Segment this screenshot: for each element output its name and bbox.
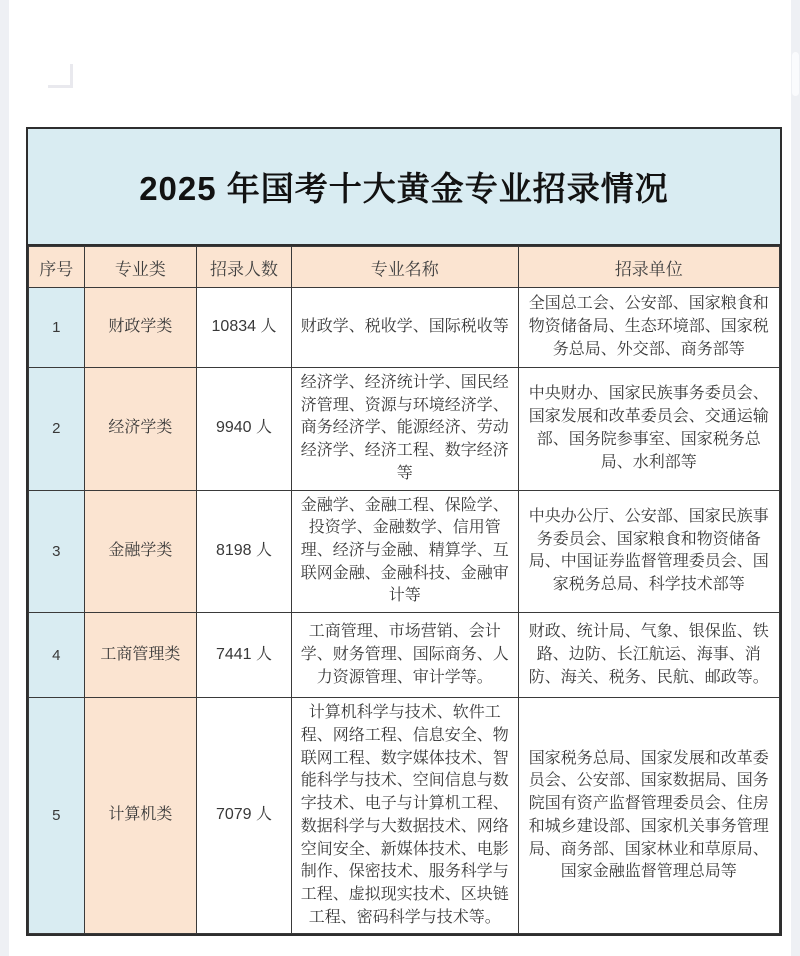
cell-units: 国家税务总局、国家发展和改革委员会、公安部、国家数据局、国务院国有资产监督管理委员会、住房和城乡建设部、国家机关事务管理局、商务部、国家林业和草原局、国家金融监督管理总局等 (518, 698, 779, 934)
cell-category: 经济学类 (84, 368, 197, 491)
cell-count: 10834 人 (197, 288, 292, 368)
cell-category: 计算机类 (84, 698, 197, 934)
cell-seq: 1 (29, 288, 85, 368)
table-row (29, 698, 780, 934)
cell-count: 8198 人 (197, 490, 292, 613)
cell-majors: 财政学、税收学、国际税收等 (291, 288, 518, 368)
majors-table (28, 246, 780, 934)
cell-count: 9940 人 (197, 368, 292, 491)
left-edge-strip (0, 0, 9, 956)
header-majors: 专业名称 (291, 247, 518, 288)
cell-count: 7079 人 (197, 698, 292, 934)
cell-units: 中央财办、国家民族事务委员会、国家发展和改革委员会、交通运输部、国务院参事室、国家税务总局、水利部等 (518, 368, 779, 491)
table-row (29, 613, 780, 698)
cell-category: 金融学类 (84, 490, 197, 613)
cell-majors: 经济学、经济统计学、国民经济管理、资源与环境经济学、商务经济学、能源经济、劳动经济学、经济工程、数字经济等 (291, 368, 518, 491)
header-count: 招录人数 (197, 247, 292, 288)
cell-majors: 工商管理、市场营销、会计学、财务管理、国际商务、人力资源管理、审计学等。 (291, 613, 518, 698)
title-band (28, 129, 780, 246)
page-title: 2025 年国考十大黄金专业招录情况 (139, 170, 669, 207)
cell-units: 中央办公厅、公安部、国家民族事务委员会、国家粮食和物资储备局、中国证券监督管理委员会、国家税务总局、科学技术部等 (518, 490, 779, 613)
cell-category: 工商管理类 (84, 613, 197, 698)
scrollbar-thumb[interactable] (792, 52, 799, 96)
cell-count: 7441 人 (197, 613, 292, 698)
cell-seq: 5 (29, 698, 85, 934)
scrollbar-track[interactable] (791, 0, 800, 956)
cell-units: 财政、统计局、气象、银保监、铁路、边防、长江航运、海事、消防、海关、税务、民航、邮政等。 (518, 613, 779, 698)
table-header-row (29, 247, 780, 288)
cell-seq: 4 (29, 613, 85, 698)
crop-corner-mark-top (48, 64, 73, 88)
infographic-table (26, 127, 782, 936)
table-row (29, 288, 780, 368)
header-category: 专业类 (84, 247, 197, 288)
header-seq: 序号 (29, 247, 85, 288)
table-row (29, 490, 780, 613)
table-row (29, 368, 780, 491)
header-units: 招录单位 (518, 247, 779, 288)
cell-seq: 3 (29, 490, 85, 613)
cell-majors: 计算机科学与技术、软件工程、网络工程、信息安全、物联网工程、数字媒体技术、智能科学与技术、空间信息与数字技术、电子与计算机工程、数据科学与大数据技术、网络空间安全、新媒体技术、电影制作、保密技术、服务科学与工程、虚拟现实技术、区块链工程、密码科学与技术等。 (291, 698, 518, 934)
cell-majors: 金融学、金融工程、保险学、投资学、金融数学、信用管理、经济与金融、精算学、互联网金融、金融科技、金融审计等 (291, 490, 518, 613)
cell-units: 全国总工会、公安部、国家粮食和物资储备局、生态环境部、国家税务总局、外交部、商务部等 (518, 288, 779, 368)
cell-seq: 2 (29, 368, 85, 491)
cell-category: 财政学类 (84, 288, 197, 368)
